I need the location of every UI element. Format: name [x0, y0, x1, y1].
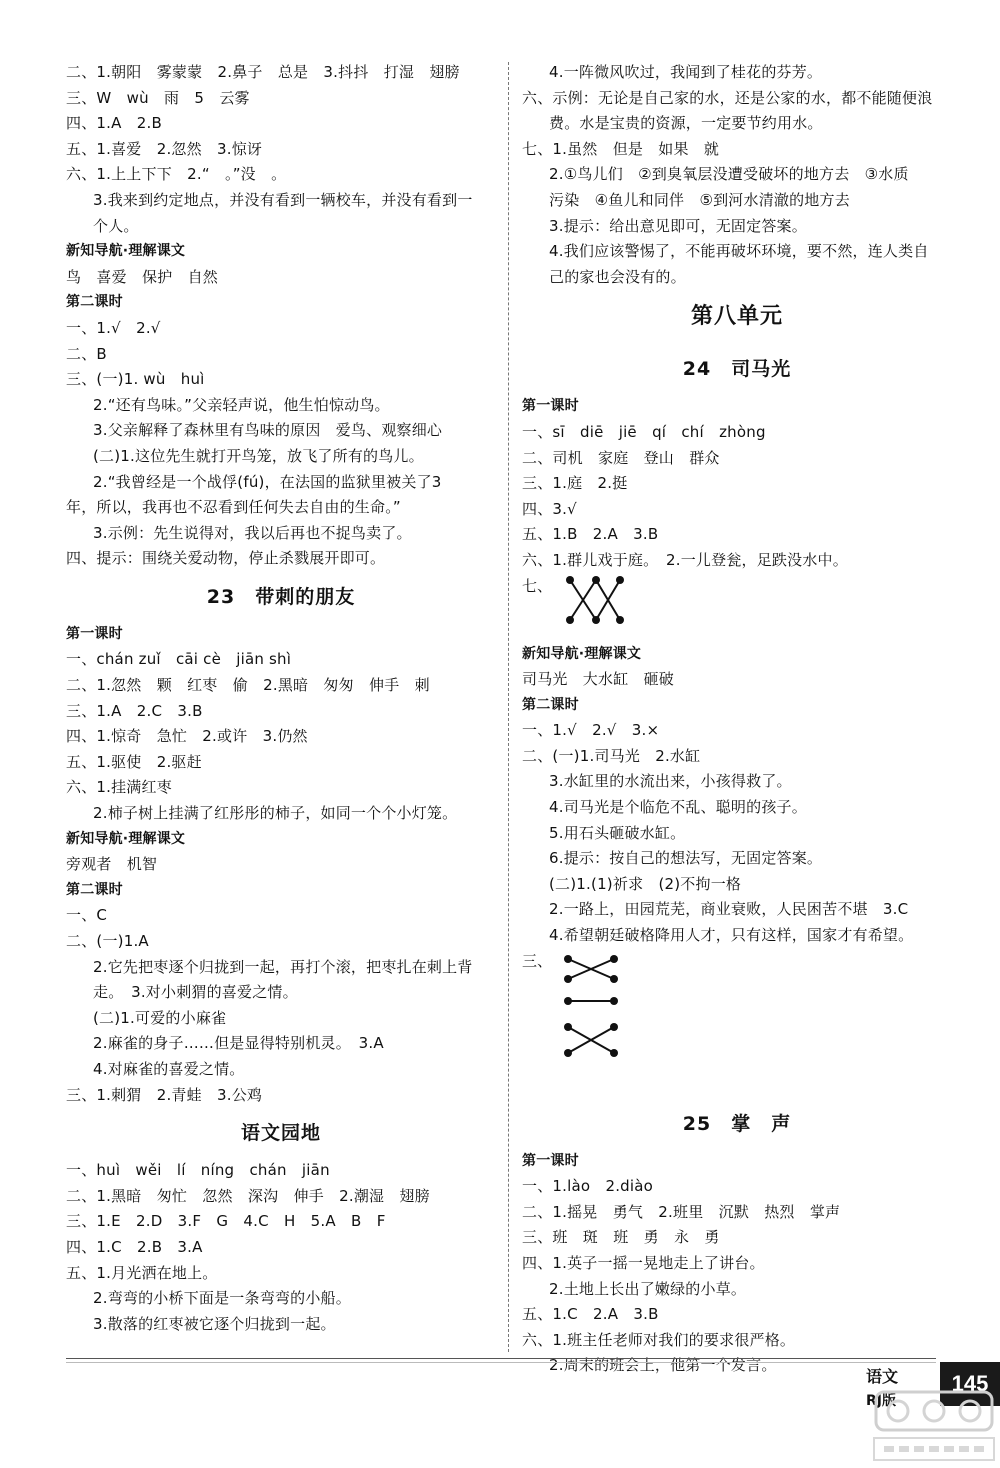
answer-line: 六、1.上上下下 2.“ 。”没 。	[66, 165, 287, 184]
watermark-logo	[870, 1380, 998, 1466]
answer-line: 一、C	[66, 906, 108, 925]
answer-line: 一、huì wěi lí níng chán jiān	[66, 1161, 330, 1180]
left-column	[66, 60, 496, 1337]
answer-line: 一、1.√ 2.√ 3.×	[522, 721, 660, 740]
footer-edition: RJ版	[866, 1393, 896, 1409]
answer-line: 三、1.A 2.C 3.B	[66, 701, 203, 720]
answer-line: 3.提示：给出意见即可，无固定答案。	[549, 216, 807, 235]
answer-line: 一、sī diē jiē qí chí zhòng	[522, 422, 766, 441]
answer-line: 3.示例：先生说得对，我以后再也不捉鸟卖了。	[93, 523, 412, 542]
answer-line: 四、1.惊奇 急忙 2.或许 3.仍然	[66, 727, 308, 746]
answer-line: 2.麻雀的身子……但是显得特别机灵。 3.A	[93, 1034, 384, 1053]
answer-line: 2.柿子树上挂满了红彤彤的柿子，如同一个个小灯笼。	[93, 804, 458, 823]
answer-line: 三、1.庭 2.挺	[522, 474, 628, 493]
answer-line: 七、1.虽然 但是 如果 就	[522, 139, 720, 158]
answer-line: 司马光 大水缸 砸破	[522, 670, 675, 689]
section-heading: 23 带刺的朋友	[206, 585, 356, 608]
matching-lines-3	[554, 949, 634, 1069]
answer-line: 4.希望朝廷破格降用人才，只有这样，国家才有希望。	[549, 926, 914, 945]
matching-label-7: 七、	[522, 576, 553, 595]
answer-line: 污染 ④鱼儿和同伴 ⑤到河水清澈的地方去	[549, 190, 850, 209]
answer-line: 二、(一)1.A	[66, 932, 149, 950]
answer-line: 六、1.群儿戏于庭。 2.一儿登瓮，足跌没水中。	[522, 550, 848, 569]
right-column-part-c	[522, 1099, 952, 1379]
matching-exercise-3	[522, 949, 952, 1099]
answer-line: 三、(一)1. wù huì	[66, 370, 205, 389]
footer-rule	[66, 1358, 936, 1359]
answer-line: 四、提示：围绕关爱动物，停止杀戮展开即可。	[66, 549, 386, 568]
lesson-subheading: 第一课时	[66, 625, 123, 642]
answer-line: 2.“我曾经是一个战俘(fú)，在法国的监狱里被关了3	[93, 472, 442, 491]
lesson-subheading: 第二课时	[66, 881, 123, 898]
matching-exercise-7	[522, 574, 952, 642]
answer-line: 费。水是宝贵的资源，一定要节约用水。	[549, 114, 823, 133]
answer-line: 一、1.√ 2.√	[66, 318, 161, 337]
lesson-subheading: 新知导航·理解课文	[522, 645, 642, 662]
answer-line: 旁观者 机智	[66, 855, 158, 874]
answer-line: 三、1.刺猬 2.青蛙 3.公鸡	[66, 1085, 263, 1104]
answer-line: 六、1.挂满红枣	[66, 778, 172, 797]
answer-line: 3.散落的红枣被它逐个归拢到一起。	[93, 1314, 336, 1333]
answer-line: 2.周末的班会上，他第一个发言。	[549, 1356, 777, 1375]
right-column-part-a	[522, 60, 952, 574]
answer-line: 2.一路上，田园荒芜，商业衰败，人民困苦不堪 3.C	[549, 900, 909, 919]
answer-line: 5.用石头砸破水缸。	[549, 823, 686, 842]
section-heading: 第八单元	[690, 304, 783, 330]
page-number: 145	[940, 1362, 1000, 1406]
answer-line: 一、chán zuǐ cāi cè jiān shì	[66, 650, 292, 669]
answer-line: 二、1.黑暗 匆忙 忽然 深沟 伸手 2.潮湿 翅膀	[66, 1186, 430, 1205]
answer-line: 二、司机 家庭 登山 群众	[522, 448, 720, 467]
matching-label-3: 三、	[522, 951, 553, 970]
answer-line: 四、3.√	[522, 499, 577, 518]
answer-line: 六、1.班主任老师对我们的要求很严格。	[522, 1330, 796, 1349]
matching-lines-7	[558, 572, 628, 632]
answer-line: 2.它先把枣逐个归拢到一起，再打个滚，把枣扎在刺上背	[93, 957, 473, 976]
answer-line: 己的家也会没有的。	[549, 267, 686, 286]
answer-line: 6.提示：按自己的想法写，无固定答案。	[549, 849, 823, 868]
answer-line: 年，所以，我再也不忍看到任何失去自由的生命。”	[66, 498, 401, 517]
answer-line: 五、1.月光洒在地上。	[66, 1263, 218, 1282]
answer-line: 4.一阵微风吹过，我闻到了桂花的芬芳。	[549, 63, 823, 81]
answer-line: 2.“还有鸟味。”父亲轻声说，他生怕惊动鸟。	[93, 395, 390, 414]
right-column-part-b	[522, 642, 952, 949]
answer-line: 4.司马光是个临危不乱、聪明的孩子。	[549, 798, 807, 817]
answer-line: 五、1.驱使 2.驱赶	[66, 752, 202, 771]
answer-line: 六、示例：无论是自己家的水，还是公家的水，都不能随便浪	[522, 88, 933, 107]
answer-line: 五、1.C 2.A 3.B	[522, 1305, 659, 1324]
answer-line: 个人。	[93, 216, 139, 235]
answer-line: 3.我来到约定地点，并没有看到一辆校车，并没有看到一	[93, 190, 473, 209]
column-divider	[508, 62, 509, 1352]
answer-line: 三、W wù 雨 5 云雾	[66, 88, 250, 107]
answer-line: 二、B	[66, 344, 107, 363]
right-column	[522, 60, 952, 1379]
section-heading: 语文园地	[240, 1122, 321, 1145]
section-heading: 25 掌 声	[682, 1112, 792, 1135]
answer-line: (二)1.(1)祈求 (2)不拘一格	[549, 874, 742, 893]
answer-line: 2.土地上长出了嫩绿的小草。	[549, 1279, 747, 1298]
lesson-subheading: 第一课时	[522, 1152, 579, 1169]
answer-line: 五、1.喜爱 2.忽然 3.惊讶	[66, 139, 263, 158]
answer-line: 2.弯弯的小桥下面是一条弯弯的小船。	[93, 1289, 351, 1308]
answer-line: 4.对麻雀的喜爱之情。	[93, 1059, 245, 1078]
answer-line: 二、(一)1.司马光 2.水缸	[522, 746, 701, 765]
answer-line: 四、1.C 2.B 3.A	[66, 1237, 203, 1256]
answer-line: 三、1.E 2.D 3.F G 4.C H 5.A B F	[66, 1212, 386, 1231]
lesson-subheading: 第一课时	[522, 398, 579, 415]
answer-line: 四、1.英子一摇一晃地走上了讲台。	[522, 1254, 765, 1272]
lesson-subheading: 第二课时	[522, 696, 579, 713]
answer-line: 3.水缸里的水流出来，小孩得救了。	[549, 772, 792, 791]
lesson-subheading: 第二课时	[66, 294, 123, 311]
footer-rule-thin	[66, 1362, 936, 1363]
answer-line: 三、班 斑 班 勇 永 勇	[522, 1228, 720, 1247]
answer-line: 五、1.B 2.A 3.B	[522, 525, 659, 544]
answer-line: (二)1.这位先生就打开鸟笼，放飞了所有的鸟儿。	[93, 446, 424, 465]
answer-line: 4.我们应该警惕了，不能再破坏环境，要不然，连人类自	[549, 242, 929, 261]
answer-line: 走。 3.对小刺猬的喜爱之情。	[93, 983, 298, 1002]
footer-subject: 语文	[866, 1367, 899, 1386]
answer-line: (二)1.可爱的小麻雀	[93, 1008, 227, 1027]
answer-line: 一、1.lào 2.diào	[522, 1177, 654, 1196]
answer-line: 二、1.忽然 颗 红枣 偷 2.黑暗 匆匆 伸手 刺	[66, 676, 430, 695]
lesson-subheading: 新知导航·理解课文	[66, 243, 186, 260]
answer-line: 二、1.摇晃 勇气 2.班里 沉默 热烈 掌声	[522, 1202, 841, 1221]
answer-line: 鸟 喜爱 保护 自然	[66, 267, 219, 286]
answer-line: 2.①鸟儿们 ②到臭氧层没遭受破坏的地方去 ③水质	[549, 165, 909, 184]
answer-line: 3.父亲解释了森林里有鸟味的原因 爱鸟、观察细心	[93, 421, 443, 440]
answer-line: 二、1.朝阳 雾蒙蒙 2.鼻子 总是 3.抖抖 打湿 翅膀	[66, 63, 460, 81]
lesson-subheading: 新知导航·理解课文	[66, 830, 186, 847]
answer-line: 四、1.A 2.B	[66, 114, 162, 133]
section-heading: 24 司马光	[682, 358, 792, 381]
